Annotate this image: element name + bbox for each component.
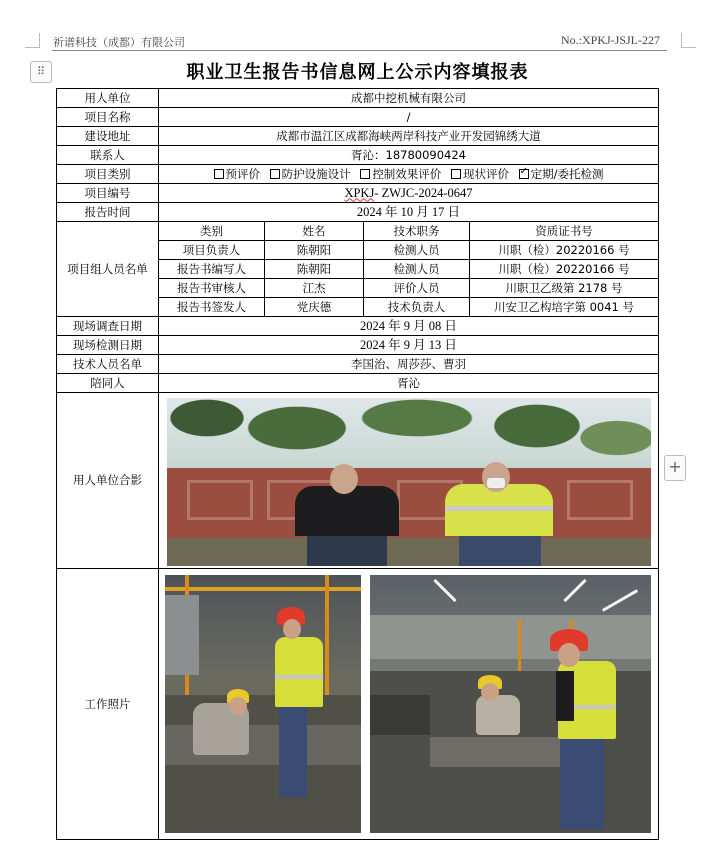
value-project-name[interactable]: / (159, 108, 659, 127)
checkbox-icon[interactable] (360, 169, 370, 179)
label-project-name: 项目名称 (57, 108, 159, 127)
team-header-category: 类别 (159, 222, 265, 241)
value-accompany[interactable]: 胥沁 (159, 374, 659, 393)
option-pre-evaluation[interactable]: 预评价 (214, 167, 261, 181)
team-cell-category[interactable]: 报告书编写人 (159, 260, 265, 279)
row-address (57, 127, 659, 146)
label-team: 项目组人员名单 (57, 222, 159, 317)
team-cell-cert[interactable]: 川职卫乙级第 2178 号 (470, 279, 659, 298)
team-cell-name[interactable]: 江杰 (265, 279, 364, 298)
team-cell-cert[interactable]: 川安卫乙构培字第 0041 号 (470, 298, 659, 317)
header-company: 祈谱科技（成都）有限公司 (53, 36, 185, 49)
label-project-type: 项目类别 (57, 165, 159, 184)
row-project-no (57, 184, 659, 203)
checkbox-checked-icon[interactable] (519, 169, 529, 179)
label-survey-date: 现场调查日期 (57, 317, 159, 336)
team-cell-name[interactable]: 党庆德 (265, 298, 364, 317)
value-survey-date[interactable]: 2024 年 9 月 08 日 (159, 317, 659, 336)
work-photo-1[interactable] (165, 575, 361, 833)
team-cell-title[interactable]: 技术负责人 (364, 298, 470, 317)
value-project-no[interactable]: XPKJ- ZWJC-2024-0647 (159, 184, 659, 203)
photo-ground (167, 538, 651, 566)
value-contact[interactable]: 胥沁：18780090424 (159, 146, 659, 165)
header-rule (52, 50, 667, 51)
team-cell-cert[interactable]: 川职（检）20220166 号 (470, 241, 659, 260)
value-technicians[interactable]: 李国治、周莎莎、曹羽 (159, 355, 659, 374)
add-row-icon[interactable]: + (664, 455, 686, 481)
value-user-unit[interactable]: 成都中挖机械有限公司 (159, 89, 659, 108)
team-cell-name[interactable]: 陈朝阳 (265, 241, 364, 260)
option-periodic-testing[interactable]: ✓ 定期/委托检测 (519, 167, 604, 181)
team-cell-category[interactable]: 项目负责人 (159, 241, 265, 260)
checkbox-icon[interactable] (214, 169, 224, 179)
value-address[interactable]: 成都市温江区成都海峡两岸科技产业开发园锦绣大道 (159, 127, 659, 146)
team-header-title: 技术职务 (364, 222, 470, 241)
crop-mark-top-left (25, 33, 40, 48)
label-test-date: 现场检测日期 (57, 336, 159, 355)
team-cell-category[interactable]: 报告书审核人 (159, 279, 265, 298)
row-report-date (57, 203, 659, 222)
info-table (56, 88, 659, 840)
team-cell-title[interactable]: 评价人员 (364, 279, 470, 298)
photo-sign-wall (167, 468, 651, 538)
row-project-type (57, 165, 659, 184)
checkbox-icon[interactable] (451, 169, 461, 179)
row-group-photo (57, 393, 659, 569)
checkbox-icon[interactable] (270, 169, 280, 179)
crop-mark-top-right (681, 33, 696, 48)
team-cell-category[interactable]: 报告书签发人 (159, 298, 265, 317)
row-project-name (57, 108, 659, 127)
value-report-date[interactable]: 2024 年 10 月 17 日 (159, 203, 659, 222)
label-user-unit: 用人单位 (57, 89, 159, 108)
value-project-type (159, 165, 659, 184)
label-report-date: 报告时间 (57, 203, 159, 222)
label-work-photo: 工作照片 (57, 569, 159, 840)
page-title: 职业卫生报告书信息网上公示内容填报表 (186, 62, 529, 83)
label-project-no: 项目编号 (57, 184, 159, 203)
row-contact (57, 146, 659, 165)
team-cell-cert[interactable]: 川职（检）20220166 号 (470, 260, 659, 279)
row-technicians (57, 355, 659, 374)
label-accompany: 陪同人 (57, 374, 159, 393)
row-accompany (57, 374, 659, 393)
team-cell-title[interactable]: 检测人员 (364, 260, 470, 279)
row-test-date (57, 336, 659, 355)
value-test-date[interactable]: 2024 年 9 月 13 日 (159, 336, 659, 355)
row-user-unit (57, 89, 659, 108)
team-cell-name[interactable]: 陈朝阳 (265, 260, 364, 279)
work-photo-2[interactable] (370, 575, 651, 833)
work-photo-cell (159, 569, 659, 840)
table-move-handle-icon[interactable]: ⠿ (30, 61, 52, 83)
label-address: 建设地址 (57, 127, 159, 146)
label-technicians: 技术人员名单 (57, 355, 159, 374)
group-photo[interactable] (167, 398, 651, 566)
option-control-effect[interactable]: 控制效果评价 (360, 167, 441, 181)
group-photo-cell (159, 393, 659, 569)
team-header-name: 姓名 (265, 222, 364, 241)
header-doc-number: No.:XPKJ-JSJL-227 (560, 33, 660, 47)
photo-trees (167, 398, 651, 473)
row-survey-date (57, 317, 659, 336)
team-cell-title[interactable]: 检测人员 (364, 241, 470, 260)
label-group-photo: 用人单位合影 (57, 393, 159, 569)
option-status-evaluation[interactable]: 现状评价 (451, 167, 509, 181)
row-team-header (57, 222, 659, 241)
row-work-photo (57, 569, 659, 840)
team-header-cert: 资质证书号 (470, 222, 659, 241)
label-contact: 联系人 (57, 146, 159, 165)
option-protection-design[interactable]: 防护设施设计 (270, 167, 351, 181)
